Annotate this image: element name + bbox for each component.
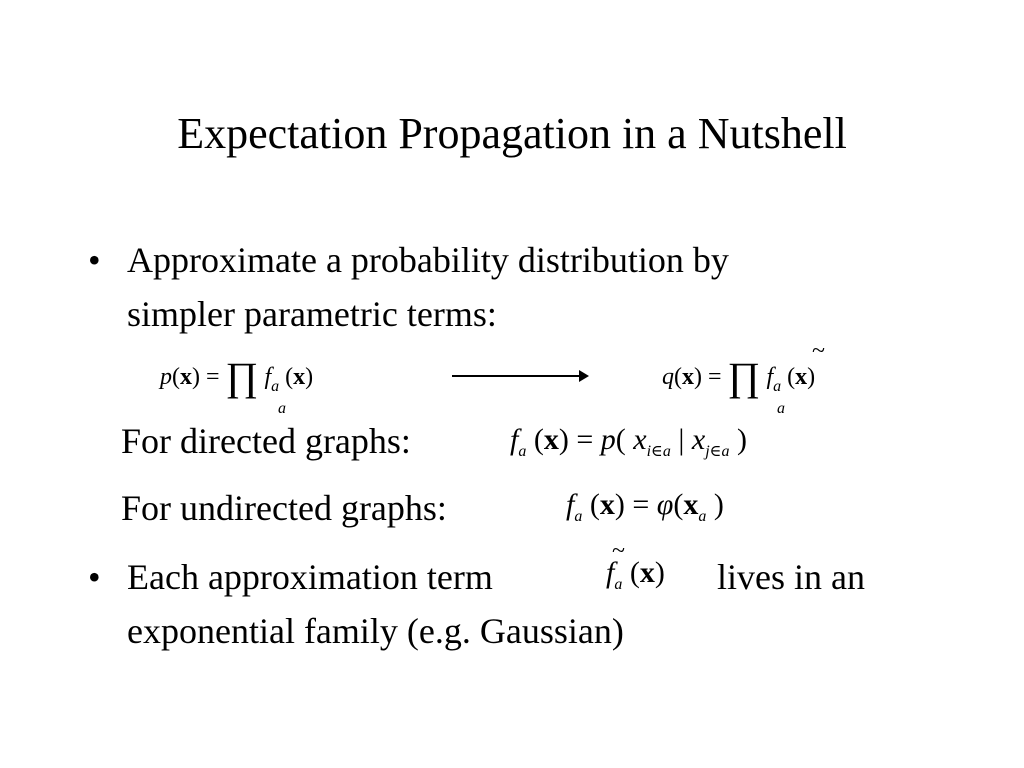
equation-q-product (662, 354, 816, 399)
bullet-line: simpler parametric terms: (127, 294, 497, 334)
math-symbol: p (160, 364, 172, 390)
math-symbol: ( (615, 423, 626, 456)
math-symbol: ∏ (225, 354, 259, 399)
math-symbol: a (518, 443, 527, 460)
math-symbol: ) (713, 488, 724, 521)
math-symbol: | (678, 423, 685, 456)
math-symbol: ( (674, 364, 682, 390)
math-symbol: ( (673, 488, 684, 521)
math-symbol: a (574, 508, 583, 525)
bullet-line: exponential family (e.g. Gaussian) (127, 611, 624, 651)
math-symbol: j∈a (705, 443, 730, 460)
math-symbol: = (632, 488, 650, 521)
math-symbol: φ (656, 488, 674, 521)
math-symbol: ( (589, 488, 600, 521)
math-symbol: x (180, 364, 192, 390)
slide-title: Expectation Propagation in a Nutshell (177, 109, 847, 158)
math-symbol: ~ (812, 338, 825, 364)
math-symbol: ) (192, 364, 200, 390)
math-symbol: q (662, 364, 674, 390)
math-symbol: ∏ (727, 354, 761, 399)
math-symbol: ( (285, 364, 294, 390)
math-symbol: ) (305, 364, 314, 390)
math-symbol: x (795, 364, 808, 390)
math-symbol: x (682, 364, 694, 390)
math-symbol: a (777, 400, 785, 417)
math-symbol: x (543, 423, 559, 456)
bullet-dot: • (88, 557, 101, 597)
math-symbol: a (614, 576, 623, 593)
math-symbol: ( (629, 556, 640, 589)
bullet-line: Each approximation term (127, 557, 493, 597)
math-symbol: = (206, 364, 220, 390)
math-symbol: a (698, 508, 707, 525)
math-symbol: x (683, 488, 699, 521)
arrow-right-icon (452, 375, 587, 377)
math-symbol: = (708, 364, 722, 390)
math-symbol: f (566, 488, 575, 521)
math-symbol: ) (558, 423, 569, 456)
math-symbol: x (633, 423, 647, 456)
math-symbol: x (599, 488, 615, 521)
math-symbol: ) (737, 423, 748, 456)
directed-graphs-label: For directed graphs: (121, 421, 411, 461)
math-symbol: ( (533, 423, 544, 456)
math-symbol: ~ (612, 538, 625, 564)
math-symbol: i∈a (646, 443, 671, 460)
math-symbol: f (606, 556, 615, 589)
math-symbol: ) (614, 488, 625, 521)
math-symbol: a (278, 400, 286, 417)
bullet-line: lives in an (717, 557, 865, 597)
equation-directed (510, 425, 747, 460)
math-symbol: x (691, 423, 706, 456)
equation-undirected (566, 490, 724, 525)
bullet-dot: • (88, 240, 101, 280)
math-symbol: f (510, 423, 519, 456)
math-symbol: f (766, 364, 774, 390)
bullet-line: Approximate a probability distribution by (127, 240, 729, 280)
math-symbol: a (271, 378, 280, 395)
math-symbol: ) (654, 556, 665, 589)
math-symbol: x (639, 556, 655, 589)
math-symbol: x (293, 364, 306, 390)
math-symbol: ) (694, 364, 702, 390)
math-symbol: f (264, 364, 272, 390)
math-symbol: ) (807, 364, 816, 390)
math-symbol: ( (172, 364, 180, 390)
math-symbol: p (600, 423, 616, 456)
math-symbol: a (773, 378, 782, 395)
math-symbol: ( (787, 364, 796, 390)
math-symbol: = (576, 423, 594, 456)
equation-p-product (160, 354, 314, 399)
undirected-graphs-label: For undirected graphs: (121, 488, 447, 528)
